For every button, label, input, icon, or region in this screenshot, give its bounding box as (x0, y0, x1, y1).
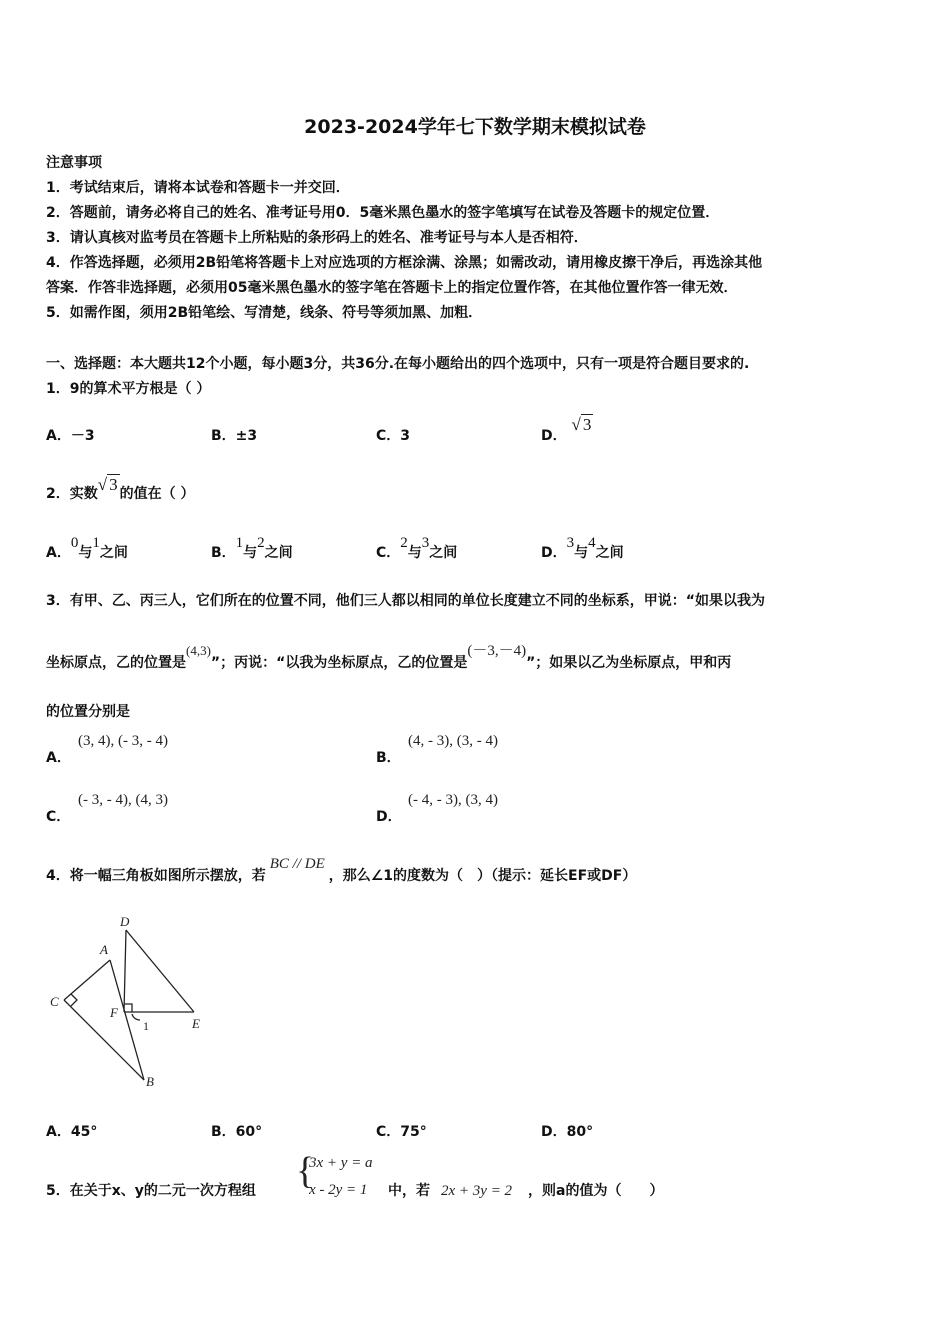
q1-option-b: B．±3 (211, 428, 258, 444)
q3-option-b-math: (4, - 3), (3, - 4) (408, 733, 498, 749)
sqrt-symbol: √ 3 (97, 475, 118, 494)
notice-heading: 注意事项 (46, 155, 102, 171)
question-2-stem: 2．实数√ 3 的值在（ ） (46, 475, 195, 502)
q2-option-b: B．1与2之间 (211, 535, 293, 561)
question-3-line3: 的位置分别是 (46, 704, 130, 720)
q3-option-a-math: (3, 4), (- 3, - 4) (78, 733, 168, 749)
label-e: E (192, 1016, 200, 1031)
label-angle-1: 1 (143, 1019, 149, 1033)
label-b: B (146, 1074, 154, 1089)
section-heading: 一、选择题：本大题共12个小题，每小题3分，共36分.在每小题给出的四个选项中，只有一项是符合题目要求的. (46, 356, 750, 372)
label-a: A (100, 942, 108, 957)
q3-option-a-label: A． (46, 750, 71, 766)
triangle-figure (40, 908, 220, 1093)
equation-2: x - 2y = 1 (309, 1182, 368, 1198)
q3-option-d-math: (- 4, - 3), (3, 4) (408, 792, 498, 808)
right-angle-f (124, 1004, 132, 1012)
q2-option-c: C．2与3之间 (376, 535, 458, 561)
notice-item: 4．作答选择题，必须用2B铅笔将答题卡上对应选项的方框涂满、涂黑；如需改动，请用橡皮擦干净后，再选涂其他 (46, 255, 763, 271)
brace-symbol: { (296, 1150, 315, 1192)
q1-option-d (541, 415, 593, 445)
question-5-stem-post: ，则a的值为（ ） (528, 1183, 664, 1199)
q1-option-d-label: D． (541, 428, 567, 444)
segment-df (124, 930, 126, 1012)
label-f: F (110, 1005, 118, 1020)
angle-1-arc (132, 1014, 140, 1020)
q2-option-d: D．3与4之间 (541, 535, 624, 561)
q3-option-c-math: (- 3, - 4), (4, 3) (78, 792, 168, 808)
question-3-line1: 3．有甲、乙、丙三人，它们所在的位置不同，他们三人都以相同的单位长度建立不同的坐标系，甲说：“如果以我为 (46, 593, 765, 609)
q2-option-a: A．0与1之间 (46, 535, 128, 561)
label-d: D (120, 914, 130, 929)
question-5-stem-pre: 5．在关于x、y的二元一次方程组 (46, 1183, 256, 1199)
condition-equation: 2x + 3y = 2 (441, 1183, 513, 1199)
notice-item: 1．考试结束后，请将本试卷和答题卡一并交回． (46, 180, 350, 196)
label-c: C (50, 994, 59, 1009)
q1-option-a: A．－3 (46, 428, 95, 444)
sqrt-symbol: √ 3 (571, 415, 592, 434)
question-4-stem: 4．将一幅三角板如图所示摆放，若BC // DE，那么∠1的度数为（ ）（提示：延长EF或DF） (46, 856, 637, 884)
segment-de (126, 930, 194, 1012)
equation-1: 3x + y = a (309, 1155, 373, 1171)
question-1-stem: 1．9的算术平方根是（ ） (46, 381, 211, 397)
q3-option-c-label: C． (46, 809, 71, 825)
page-title: 2023-2024学年七下数学期末模拟试卷 (304, 116, 646, 138)
notice-item: 答案．作答非选择题，必须用05毫米黑色墨水的签字笔在答题卡上的指定位置作答，在其他位置作答一律无效． (46, 280, 738, 296)
right-angle-c (71, 994, 77, 1006)
question-5-stem-mid: 中，若 (388, 1183, 430, 1199)
question-3-line2: 坐标原点，乙的位置是(4,3)”；丙说：“以我为坐标原点，乙的位置是(－3,－4)”；如果以乙为坐标原点，甲和丙 (46, 643, 732, 671)
q4-option-a: A．45° (46, 1124, 98, 1140)
segment-ac (64, 960, 110, 1000)
q1-option-c: C．3 (376, 428, 411, 444)
notice-item: 3．请认真核对监考员在答题卡上所粘贴的条形码上的姓名、准考证号与本人是否相符． (46, 230, 588, 246)
notice-item: 2．答题前，请务必将自己的姓名、准考证号用0．5毫米黑色墨水的签字笔填写在试卷及答题卡的规定位置． (46, 205, 720, 221)
q4-option-d: D．80° (541, 1124, 594, 1140)
q3-option-b-label: B． (376, 750, 401, 766)
q3-option-d-label: D． (376, 809, 402, 825)
q4-option-c: C．75° (376, 1124, 427, 1140)
notice-item: 5．如需作图，须用2B铅笔绘、写清楚，线条、符号等须加黑、加粗． (46, 305, 483, 321)
q4-option-b: B．60° (211, 1124, 263, 1140)
